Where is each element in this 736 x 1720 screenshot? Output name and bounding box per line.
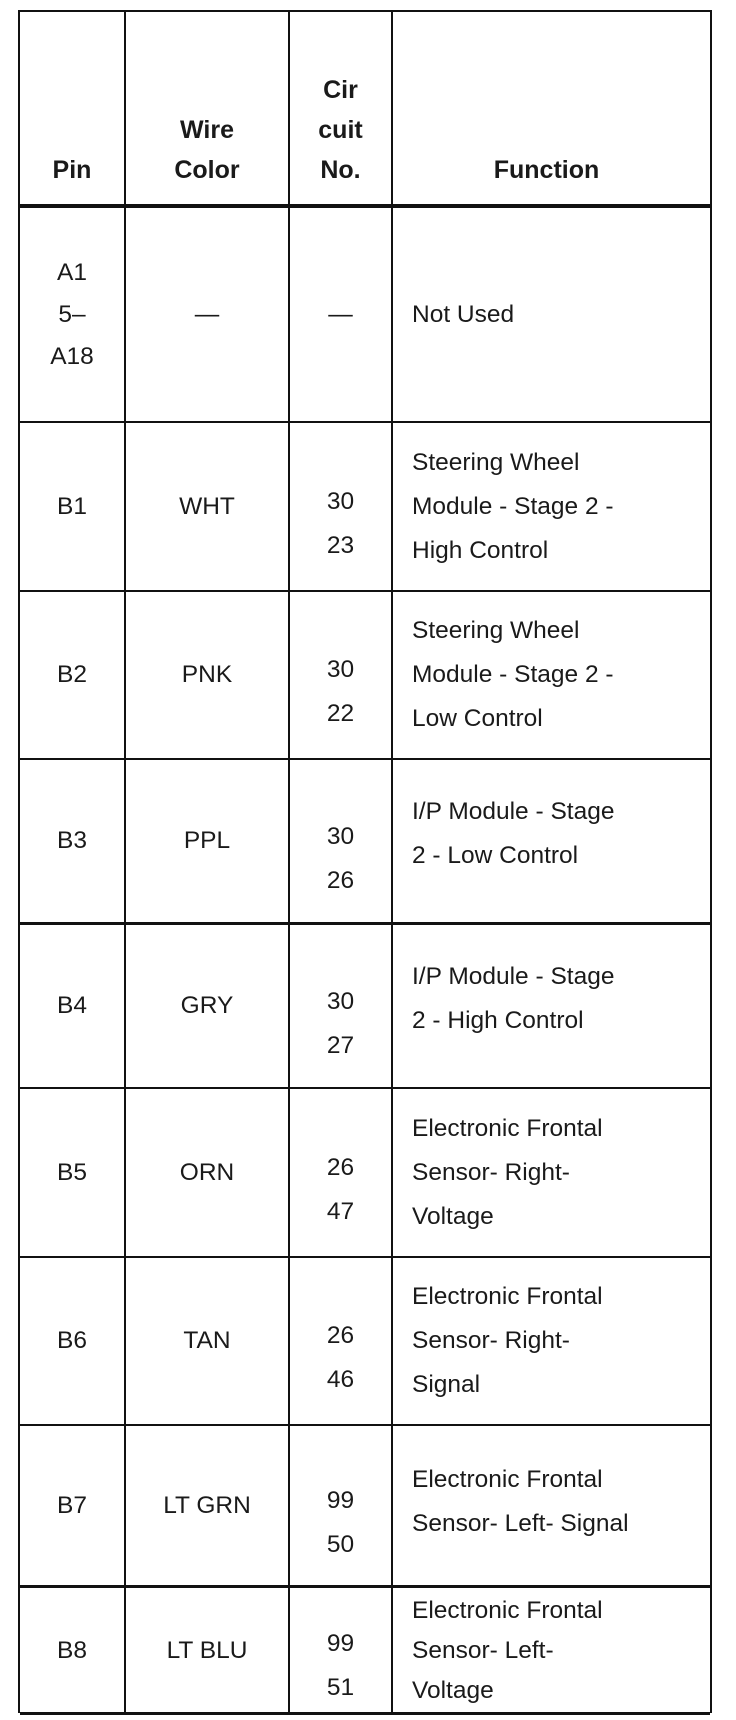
pin-cell: B2 — [20, 592, 126, 758]
function-cell: Not Used — [412, 300, 515, 328]
table-header-row — [20, 12, 710, 204]
circuit-cell: 99 51 — [290, 1588, 393, 1713]
wire-color-cell: WHT — [126, 423, 290, 590]
pin-cell: B5 — [20, 1089, 126, 1256]
wire-color-cell: — — [126, 208, 290, 421]
pin-cell: B6 — [20, 1258, 126, 1424]
table-bottom-border — [20, 1712, 710, 1715]
circuit-cell: 26 47 — [290, 1089, 393, 1256]
wire-color-cell: LT GRN — [126, 1426, 290, 1585]
function-cell: Steering Wheel Module - Stage 2 - High Control — [412, 448, 614, 564]
table-row — [20, 1588, 710, 1713]
pin-cell: B8 — [20, 1588, 126, 1713]
table-row — [20, 1426, 710, 1585]
function-cell: Electronic Frontal Sensor- Left- Voltage — [412, 1596, 603, 1704]
function-cell: Electronic Frontal Sensor- Left- Signal — [412, 1466, 629, 1537]
wire-color-cell: ORN — [126, 1089, 290, 1256]
connector-pinout-table — [18, 10, 712, 1713]
pin-cell: A1 5– A18 — [20, 208, 126, 421]
pin-cell: B3 — [20, 760, 126, 922]
circuit-cell: 30 26 — [290, 760, 393, 922]
wire-color-cell: TAN — [126, 1258, 290, 1424]
table-row — [20, 592, 710, 758]
header-wire-color: Wire Color — [126, 12, 290, 204]
wire-color-cell: LT BLU — [126, 1588, 290, 1713]
circuit-cell: 30 22 — [290, 592, 393, 758]
pin-cell: B7 — [20, 1426, 126, 1585]
header-function: Function — [493, 156, 600, 184]
function-cell: Electronic Frontal Sensor- Right- Signal — [412, 1283, 603, 1398]
table-row — [20, 1258, 710, 1424]
circuit-cell: 30 23 — [290, 423, 393, 590]
table-row — [20, 1089, 710, 1256]
wire-color-cell: GRY — [126, 925, 290, 1087]
table-row — [20, 760, 710, 922]
pin-cell: B4 — [20, 925, 126, 1087]
wire-color-cell: PPL — [126, 760, 290, 922]
table-row — [20, 208, 710, 421]
header-pin: Pin — [20, 12, 126, 204]
function-cell: Electronic Frontal Sensor- Right- Voltage — [412, 1114, 603, 1230]
function-cell: I/P Module - Stage 2 - High Control — [412, 963, 615, 1034]
pin-cell: B1 — [20, 423, 126, 590]
wire-color-cell: PNK — [126, 592, 290, 758]
header-circuit-no: Cir cuit No. — [290, 12, 393, 204]
circuit-cell: 26 46 — [290, 1258, 393, 1424]
circuit-cell: 99 50 — [290, 1426, 393, 1585]
table-row — [20, 423, 710, 590]
function-cell: I/P Module - Stage 2 - Low Control — [412, 798, 615, 869]
function-cell: Steering Wheel Module - Stage 2 - Low Control — [412, 617, 614, 732]
table-row — [20, 925, 710, 1087]
circuit-cell: — — [290, 208, 393, 421]
circuit-cell: 30 27 — [290, 925, 393, 1087]
